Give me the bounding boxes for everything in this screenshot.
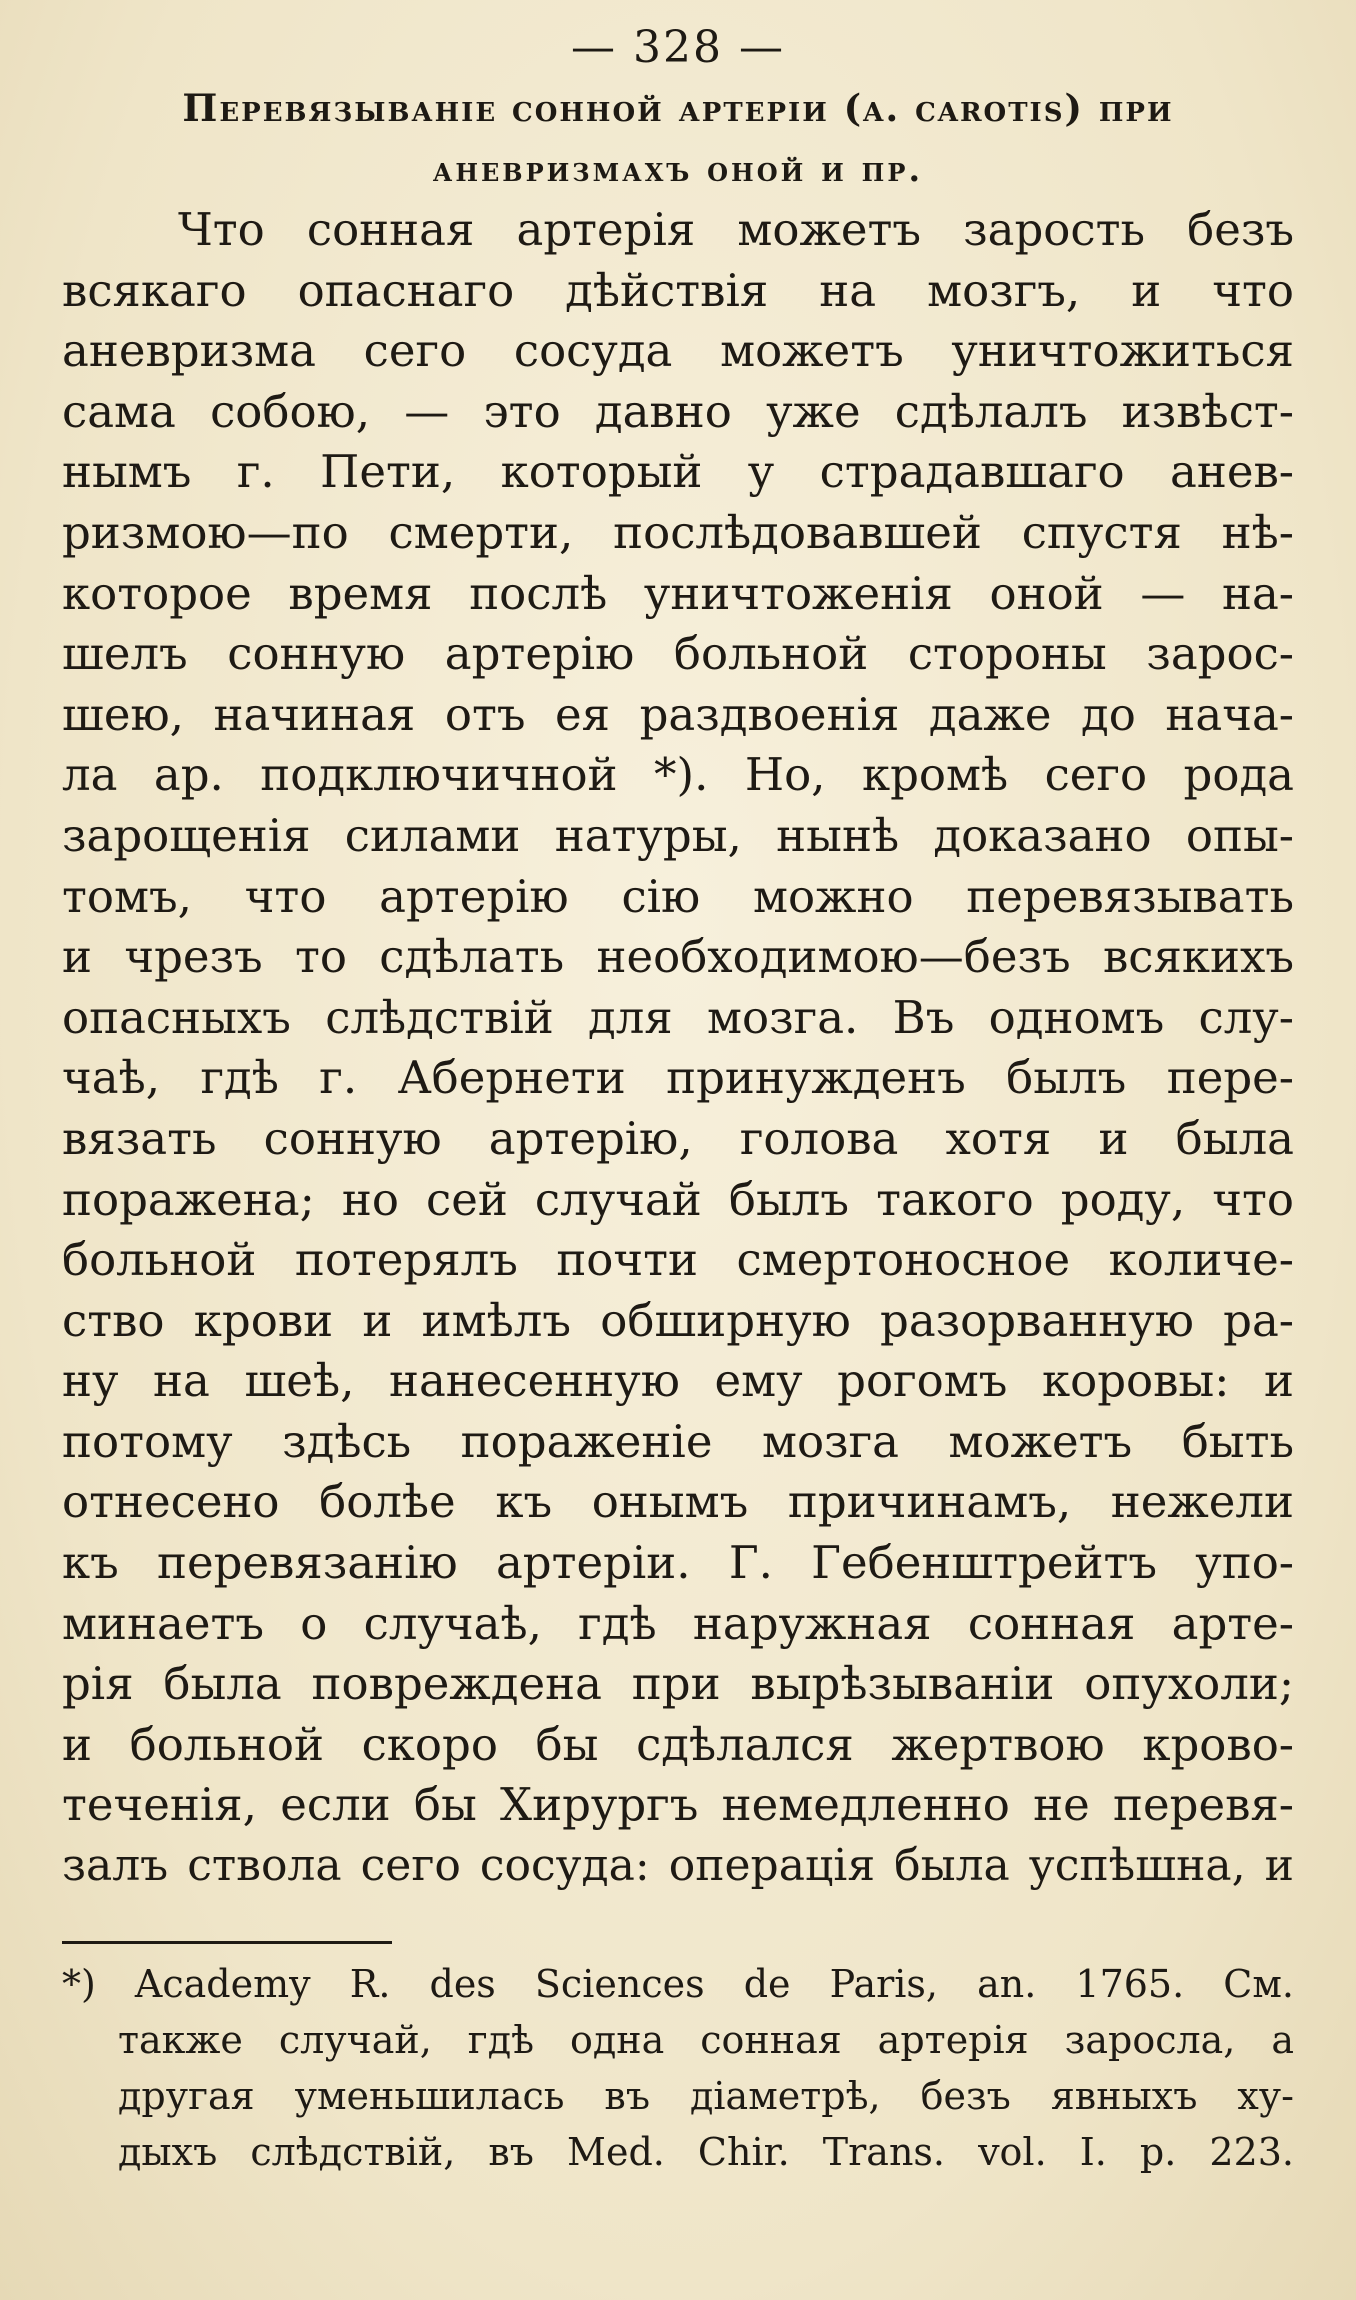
body-line: ризмою—по смерти, послѣдовавшей спустя нѣ-	[62, 505, 1294, 559]
body-line: которое время послѣ уничтоженія оной — на-	[62, 566, 1294, 620]
body-line: потому здѣсь пораженіе мозга можетъ быть	[62, 1414, 1294, 1468]
body-line: томъ, что артерію сію можно перевязывать	[62, 869, 1294, 923]
body-line: залъ ствола сего сосуда: операція была успѣшна, и	[62, 1840, 1294, 1892]
footnote-line: *) Academy R. des Sciences de Paris, an. 1765. См.	[62, 1962, 1294, 2006]
body-line: вязать сонную артерію, голова хотя и была	[62, 1111, 1294, 1165]
footnote-line: другая уменьшилась въ діаметрѣ, безъ явныхъ ху-	[118, 2074, 1294, 2118]
body-line: и больной скоро бы сдѣлался жертвою крово-	[62, 1717, 1294, 1771]
body-line: ла ар. подключичной *). Но, кромѣ сего рода	[62, 748, 1294, 802]
body-line: больной потерялъ почти смертоносное количе-	[62, 1233, 1294, 1287]
body-line: ство крови и имѣлъ обширную разорванную ра-	[62, 1293, 1294, 1347]
body-line: шелъ сонную артерію больной стороны зарос-	[62, 627, 1294, 681]
section-heading-line-2: аневризмахъ оной и пр.	[432, 150, 924, 190]
body-line: теченія, если бы Хирургъ немедленно не перевя-	[62, 1778, 1294, 1832]
section-heading-line-1: Перевязываніе сонной артеріи (a. carotis) при	[182, 86, 1174, 130]
body-line: отнесено болѣе къ онымъ причинамъ, нежели	[62, 1475, 1294, 1529]
body-line: къ перевязанію артеріи. Г. Гебенштрейтъ упо-	[62, 1536, 1294, 1590]
body-line: поражена; но сей случай былъ такого роду, что	[62, 1172, 1294, 1226]
body-line: Что сонная артерія можетъ зарость безъ	[178, 203, 1294, 256]
body-line: рія была повреждена при вырѣзываніи опухоли;	[62, 1657, 1294, 1711]
body-line: шею, начиная отъ ея раздвоенія даже до нача-	[62, 687, 1294, 741]
body-line: чаѣ, гдѣ г. Абернети принужденъ былъ пере-	[62, 1051, 1294, 1105]
page-number: — 328 —	[571, 22, 785, 73]
body-line: зарощенія силами натуры, нынѣ доказано опы-	[62, 808, 1294, 862]
body-line: и чрезъ то сдѣлать необходимою—безъ всякихъ	[62, 930, 1294, 984]
body-line: всякаго опаснаго дѣйствія на мозгъ, и что	[62, 263, 1294, 317]
body-text	[62, 200, 1294, 1897]
footnote-line: дыхъ слѣдствій, въ Med. Chir. Trans. vol. I. p. 223.	[118, 2130, 1294, 2174]
footnote	[62, 1956, 1294, 2180]
footnote-divider	[62, 1941, 392, 1944]
body-line: сама собою, — это давно уже сдѣлалъ извѣст-	[62, 384, 1294, 438]
footnote-line: также случай, гдѣ одна сонная артерія заросла, а	[118, 2018, 1294, 2062]
body-line: опасныхъ слѣдствій для мозга. Въ одномъ слу-	[62, 990, 1294, 1044]
body-line: аневризма сего сосуда можетъ уничтожиться	[62, 324, 1294, 378]
body-line: ну на шеѣ, нанесенную ему рогомъ коровы: и	[62, 1354, 1294, 1408]
body-line: нымъ г. Пети, который у страдавшаго анев-	[62, 445, 1294, 499]
body-line: минаетъ о случаѣ, гдѣ наружная сонная арте-	[62, 1596, 1294, 1650]
